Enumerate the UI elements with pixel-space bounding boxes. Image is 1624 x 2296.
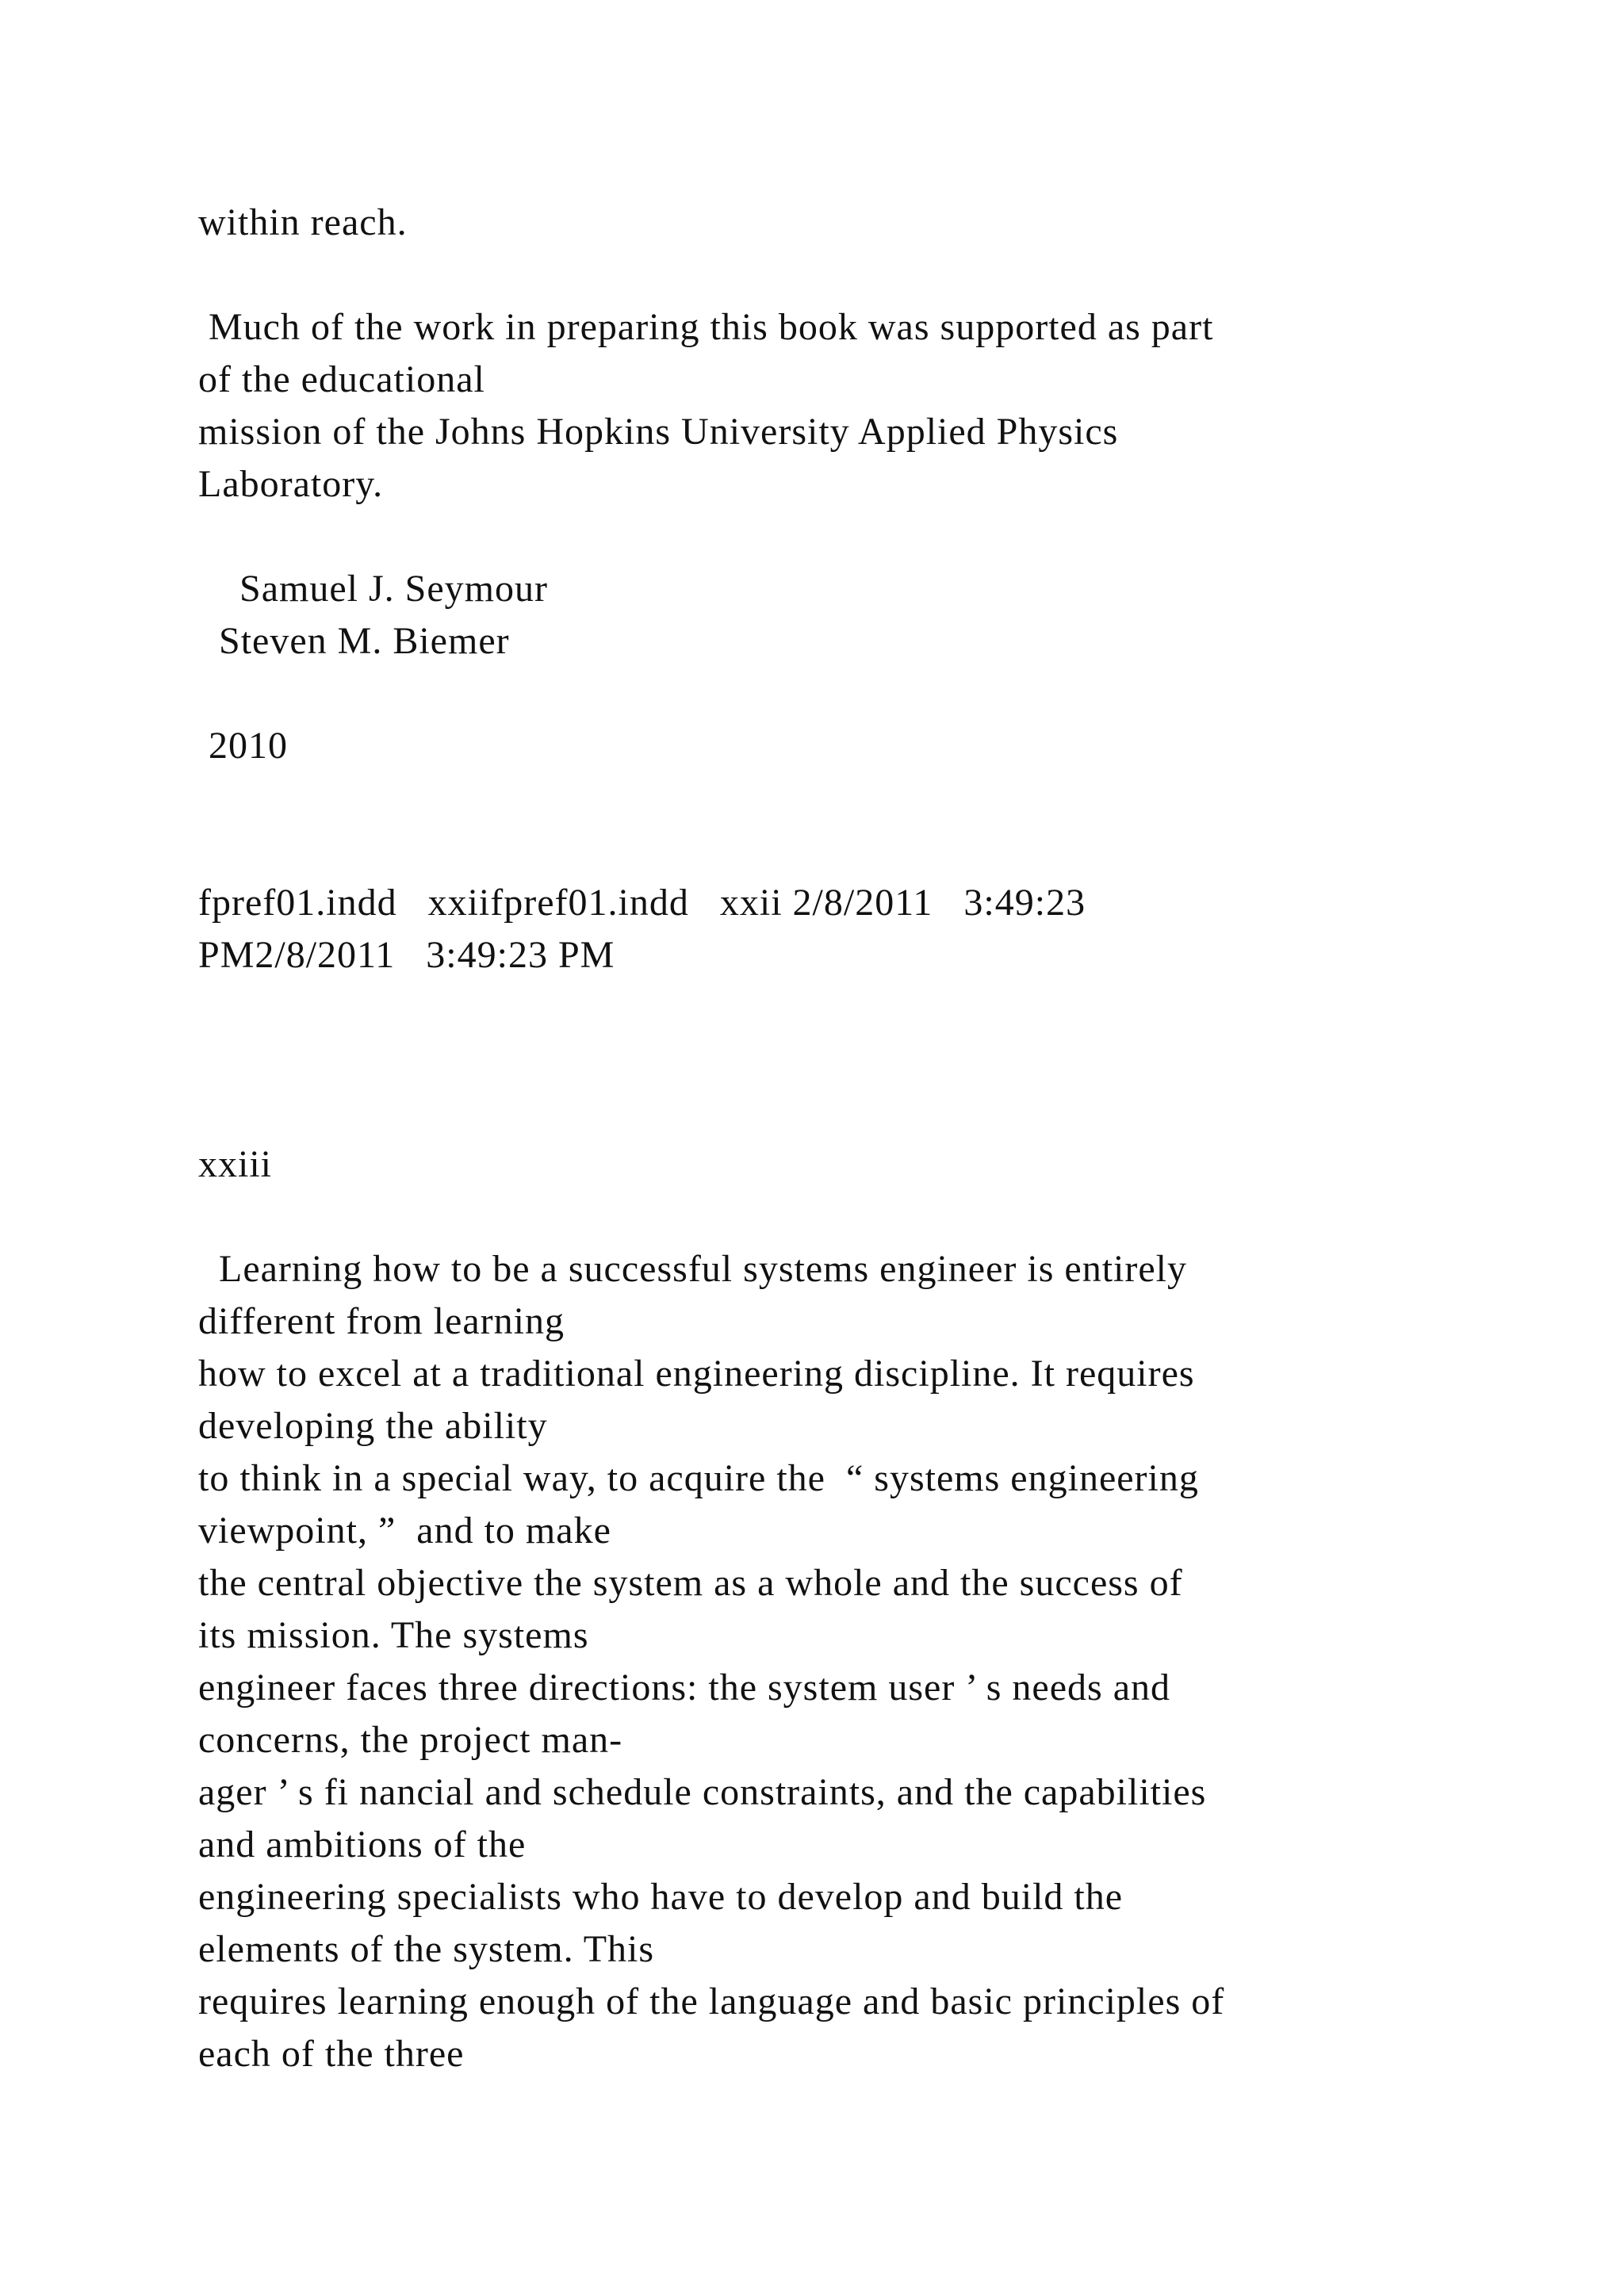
text-line: elements of the system. This: [198, 1928, 655, 1970]
text-line: each of the three: [198, 2033, 465, 2075]
text-line: requires learning enough of the language and basic principles of: [198, 1980, 1225, 2022]
text-line: how to excel at a traditional engineering discipline. It requires: [198, 1353, 1195, 1395]
text-line: its mission. The systems: [198, 1614, 589, 1656]
text-line: to think in a special way, to acquire the “ systems engineering: [198, 1457, 1199, 1499]
text-line: of the educational: [198, 358, 485, 400]
text-line: and ambitions of the: [198, 1823, 527, 1866]
text-line: mission of the Johns Hopkins University Applied Physics: [198, 411, 1119, 453]
text-line: ager ’ s fi nancial and schedule constraints, and the capabilities: [198, 1771, 1207, 1813]
file-slug-line: fpref01.indd xxiifpref01.indd xxii 2/8/2011 3:49:23: [198, 882, 1086, 924]
text-line: the central objective the system as a whole and the success of: [198, 1562, 1183, 1604]
text-line: viewpoint, ” and to make: [198, 1510, 611, 1552]
text-line: Learning how to be a successful systems engineer is entirely: [198, 1248, 1187, 1290]
text-line: Much of the work in preparing this book was supported as part: [198, 306, 1214, 348]
text-line: engineer faces three directions: the system user ’ s needs and: [198, 1667, 1170, 1709]
text-line: different from learning: [198, 1300, 565, 1342]
preface-year: 2010: [198, 725, 288, 767]
text-line: Laboratory.: [198, 463, 384, 505]
text-line: within reach.: [198, 201, 408, 243]
page-number: xxiii: [198, 1143, 273, 1185]
text-line: engineering specialists who have to develop and build the: [198, 1876, 1124, 1918]
signature-name: Steven M. Biemer: [198, 620, 510, 662]
text-line: developing the ability: [198, 1405, 548, 1447]
file-slug-line: PM2/8/2011 3:49:23 PM: [198, 934, 615, 976]
signature-name: Samuel J. Seymour: [198, 568, 548, 610]
text-line: concerns, the project man-: [198, 1719, 623, 1761]
